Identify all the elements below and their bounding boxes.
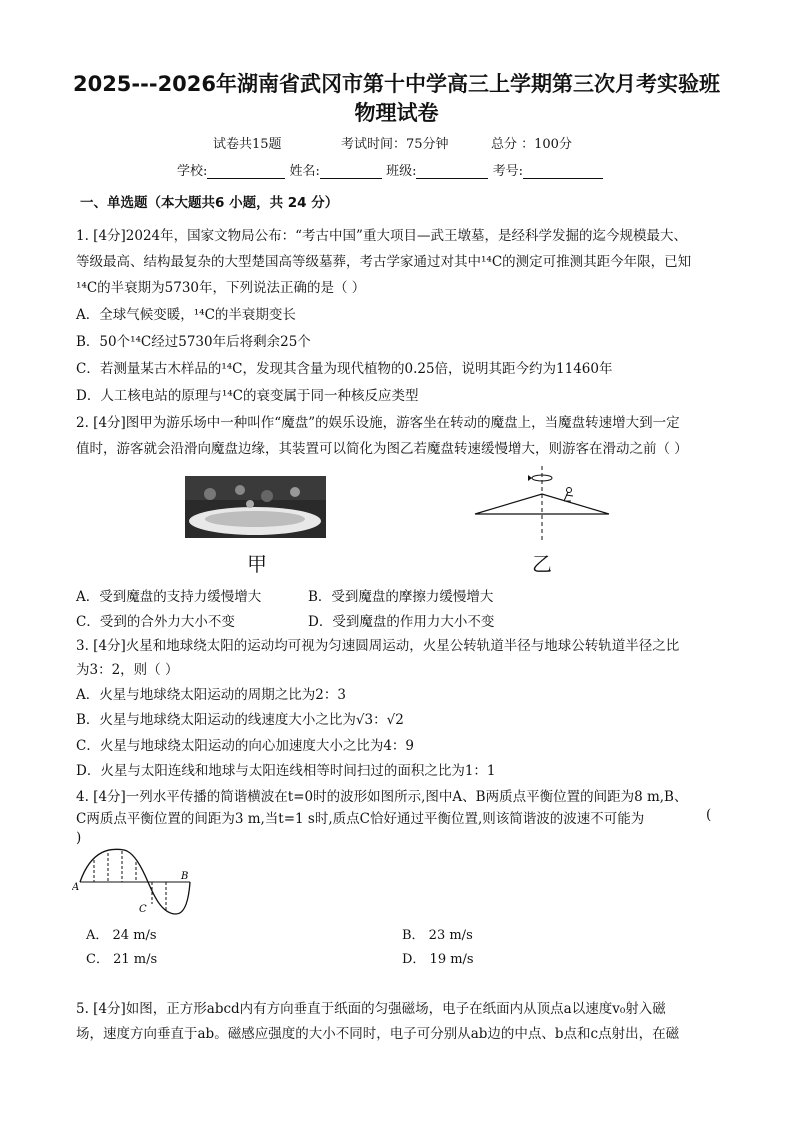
q1-option-b: B．50个¹⁴C经过5730年后将剩余25个: [76, 334, 311, 350]
q4-line2: C两质点平衡位置的间距为3 m,当t=1 s时,质点C恰好通过平衡位置,则该简谐波的波速不可能为: [76, 811, 645, 827]
number-field[interactable]: [523, 164, 603, 179]
number-label: 考号:: [492, 164, 523, 179]
q3-option-b: B．火星与地球绕太阳运动的线速度大小之比为√3：√2: [76, 712, 404, 728]
q3-option-c: C．火星与地球绕太阳运动的向心加速度大小之比为4：9: [76, 738, 415, 754]
q2-line2: 值时，游客就会沿滑向魔盘边缘，其装置可以简化为图乙若魔盘转速缓慢增大，则游客在滑动之前（ ）: [76, 441, 688, 457]
wave-label-b: B: [181, 871, 189, 882]
class-label: 班级:: [386, 164, 417, 179]
q2-line1: 2. [4分]图甲为游乐场中一种叫作“魔盘”的娱乐设施，游客坐在转动的魔盘上，当魔盘转速增大到一定: [76, 415, 680, 431]
q4-option-d: D． 19 m/s: [402, 952, 474, 967]
q3-option-d: D．火星与太阳连线和地球与太阳连线相等时间扫过的面积之比为1：1: [76, 763, 496, 779]
section-heading: 一、单选题（本大题共6 小题，共 24 分）: [80, 195, 339, 211]
school-field[interactable]: [207, 164, 285, 179]
wave-diagram: [72, 848, 197, 918]
q4-option-b: B． 23 m/s: [402, 928, 473, 943]
q2-option-b: B．受到魔盘的摩擦力缓慢增大: [308, 589, 494, 605]
name-field[interactable]: [320, 164, 382, 179]
question-count: 试卷共15题: [213, 137, 282, 152]
q1-option-c: C．若测量某古木样品的¹⁴C，发现其含量为现代植物的0.25倍，说明其距今约为11460年: [76, 361, 613, 377]
student-info-row: [177, 160, 603, 179]
q2-option-d: D．受到魔盘的作用力大小不变: [308, 614, 495, 630]
wave-label-c: C: [139, 904, 147, 915]
q2-option-a: A．受到魔盘的支持力缓慢增大: [76, 589, 262, 605]
q4-line1: 4. [4分]一列水平传播的简谐横波在t=0时的波形如图所示,图中A、B两质点平衡位置的间距为8 m,B、: [76, 789, 688, 805]
q4-option-a: A． 24 m/s: [86, 928, 157, 943]
q2-option-c: C．受到的合外力大小不变: [76, 614, 235, 630]
q5-line2: 场，速度方向垂直于ab。磁感应强度的大小不同时，电子可分别从ab边的中点、b点和c点射出，在磁: [76, 1026, 680, 1042]
figure-caption-jia: 甲: [247, 552, 267, 576]
q5-line1: 5. [4分]如图，正方形abcd内有方向垂直于纸面的匀强磁场，电子在纸面内从顶点a以速度v₀射入磁: [76, 1001, 666, 1017]
q1-line2: 等级最高、结构最复杂的大型楚国高等级墓葬，考古学家通过对其中¹⁴C的测定可推测其距今年限，已知: [76, 254, 692, 270]
school-label: 学校:: [177, 164, 208, 179]
exam-title-line2: 物理试卷: [354, 101, 439, 125]
q4-option-c: C． 21 m/s: [86, 952, 158, 967]
figure-caption-yi: 乙: [532, 552, 552, 576]
wave-label-a: A: [72, 882, 80, 893]
q3-line2: 为3：2，则（ ）: [76, 662, 179, 678]
q1-option-a: A．全球气候变暖，¹⁴C的半衰期变长: [76, 307, 296, 323]
q1-line3: ¹⁴C的半衰期为5730年，下列说法正确的是（ ）: [76, 280, 366, 296]
class-field[interactable]: [416, 164, 488, 179]
exam-time: 考试时间：75分钟: [341, 137, 449, 152]
q1-option-d: D．人工核电站的原理与¹⁴C的衰变属于同一种核反应类型: [76, 388, 419, 404]
magic-disc-photo: [185, 476, 326, 538]
total-score: 总分 ：100分: [491, 137, 572, 152]
q3-line1: 3. [4分]火星和地球绕太阳的运动均可视为匀速圆周运动，火星公转轨道半径与地球公转轨道半径之比: [76, 638, 680, 654]
q4-paren-open: (: [706, 807, 712, 823]
name-label: 姓名:: [289, 164, 320, 179]
magic-disc-diagram: [465, 464, 615, 546]
q1-line1: 1. [4分]2024年，国家文物局公布：“考古中国”重大项目—武王墩墓，是经科学发掘的迄今规模最大、: [76, 228, 687, 244]
q4-paren-close: ): [76, 830, 82, 846]
exam-title-line1: 2025---2026年湖南省武冈市第十中学高三上学期第三次月考实验班: [72, 72, 721, 96]
q3-option-a: A．火星与地球绕太阳运动的周期之比为2：3: [76, 687, 346, 703]
